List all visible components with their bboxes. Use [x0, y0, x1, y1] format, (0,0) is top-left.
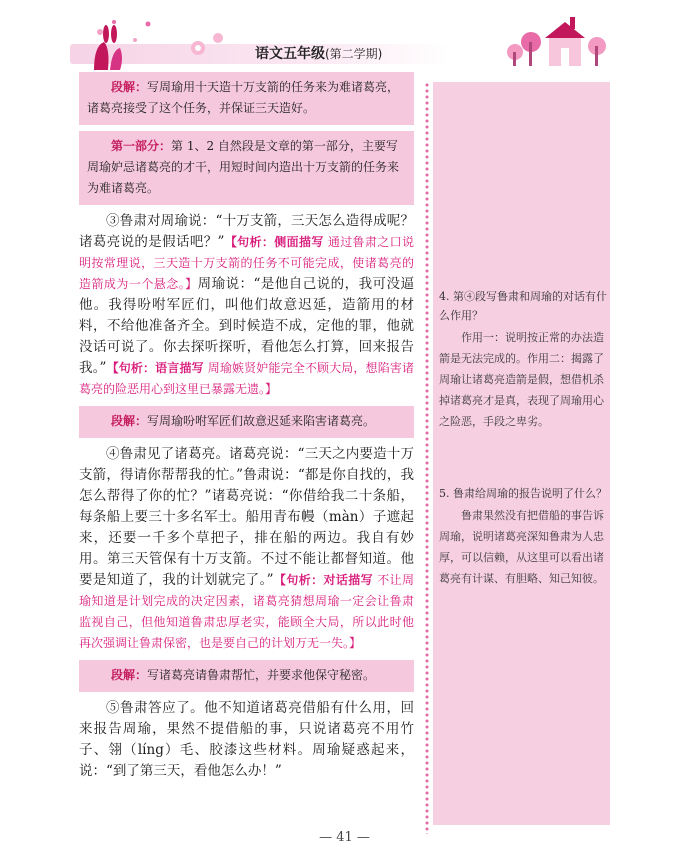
- box-label: 第一部分：: [111, 139, 172, 153]
- book-subtitle: (第二学期): [325, 47, 383, 61]
- box-label: 段解：: [111, 414, 148, 428]
- note-label: 【句析：语言描写: [106, 361, 204, 375]
- note-text: 周瑜嫉贤妒能完全不顾大局，想陷害诸葛亮的险恶用心到这里已暴露无遗。】: [79, 361, 414, 396]
- box-label: 段解：: [111, 80, 148, 94]
- paragraph-analysis-box-3: [79, 660, 414, 692]
- main-column: [79, 72, 414, 788]
- section-summary-box: [79, 131, 414, 205]
- paragraph-3: [79, 211, 414, 400]
- box-text: 写周瑜吩咐军匠们故意迟延来陷害诸葛亮。: [147, 414, 376, 428]
- question-4: [439, 287, 607, 432]
- box-text: 写诸葛亮请鲁肃帮忙，并要求他保守秘密。: [147, 668, 376, 682]
- side-notes-column: [433, 82, 610, 825]
- paragraph-5: [79, 698, 414, 782]
- note-text: 通过鲁肃之口说明按常理说，三天造十万支箭的任务不可能完成，使诸葛亮的造箭成为一个悬念。】: [79, 235, 414, 291]
- paragraph-text: 周瑜说：“是他自己说的，我可没逼他。我得吩咐军匠们，叫他们故意迟延，造箭用的材料，不给他准备齐全。到时候造不成，定他的罪，他就没话可说了。你去探听探听，看他怎么打算，回来报告我。”: [79, 276, 414, 376]
- book-title: 语文五年级: [255, 46, 325, 62]
- sentence-analysis-note: [79, 361, 414, 396]
- box-text: 写周瑜用十天造十万支箭的任务来为难诸葛亮，诸葛亮接受了这个任务，并保证三天造好。: [87, 80, 400, 115]
- note-label: 【句析：侧面描写: [224, 235, 324, 249]
- paragraph-text: ④鲁肃见了诸葛亮。诸葛亮说：“三天之内要造十万支箭，得请你帮帮我的忙。”鲁肃说：“都是你自找的，我怎么帮得了你的忙？”诸葛亮说：“你借给我二十条船，每条船上要三十多名军士。船用青布幔（màn）子遮起来，还要一千多个草把子，排在船的两边。我自有妙用。第三天管保有十万支箭。不过不能让都督知道。他要是知道了，我的计划就完了。”: [79, 446, 414, 588]
- column-divider: [424, 82, 430, 834]
- paragraph-4: [79, 444, 414, 654]
- header-title: [255, 44, 382, 64]
- box-label: 段解：: [111, 668, 148, 682]
- answer-text: 作用一：说明按正常的办法造箭是无法完成的。作用二：揭露了周瑜让诸葛亮造箭是假，想借机杀掉诸葛亮才是真，表现了周瑜用心之险恶，手段之卑劣。: [439, 331, 604, 428]
- note-label: 【句析：对话描写: [273, 573, 374, 587]
- paragraph-text: ⑤鲁肃答应了。他不知道诸葛亮借船有什么用，回来报告周瑜，果然不提借船的事，只说诸葛亮不用竹子、翎（líng）毛、胶漆这些材料。周瑜疑惑起来，说：“到了第三天，看他怎么办！”: [79, 700, 414, 779]
- answer-text: 鲁肃果然没有把借船的事告诉周瑜，说明诸葛亮深知鲁肃为人忠厚，可以信赖，从这里可以看出诸葛亮有计谋、有胆略、知己知彼。: [439, 509, 604, 585]
- paragraph-text: ③鲁肃对周瑜说：“十万支箭，三天怎么造得成呢？诸葛亮说的是假话吧？”: [79, 213, 414, 250]
- decor-left-bunny-flowers: [80, 10, 230, 70]
- page-number: — 41 —: [319, 830, 370, 845]
- question-text: 4. 第④段写鲁肃和周瑜的对话有什么作用？: [439, 290, 607, 322]
- box-text: 第 1、2 自然段是文章的第一部分，主要写周瑜妒忌诸葛亮的才干，用短时间内造出十万支箭的任务来为难诸葛亮。: [87, 139, 400, 195]
- paragraph-analysis-box-1: [79, 72, 414, 125]
- page-header: [0, 0, 689, 72]
- question-text: 5. 鲁肃给周瑜的报告说明了什么？: [439, 487, 607, 500]
- decor-right-house-trees: [505, 12, 610, 68]
- note-text: 不让周瑜知道是计划完成的决定因素，诸葛亮猜想周瑜一定会让鲁肃监视自己，但他知道鲁肃忠厚老实，能顾全大局，所以此时他再次强调让鲁肃保密，也是要自己的计划万无一失。】: [79, 573, 414, 650]
- question-5: [439, 484, 607, 589]
- paragraph-analysis-box-2: [79, 406, 414, 438]
